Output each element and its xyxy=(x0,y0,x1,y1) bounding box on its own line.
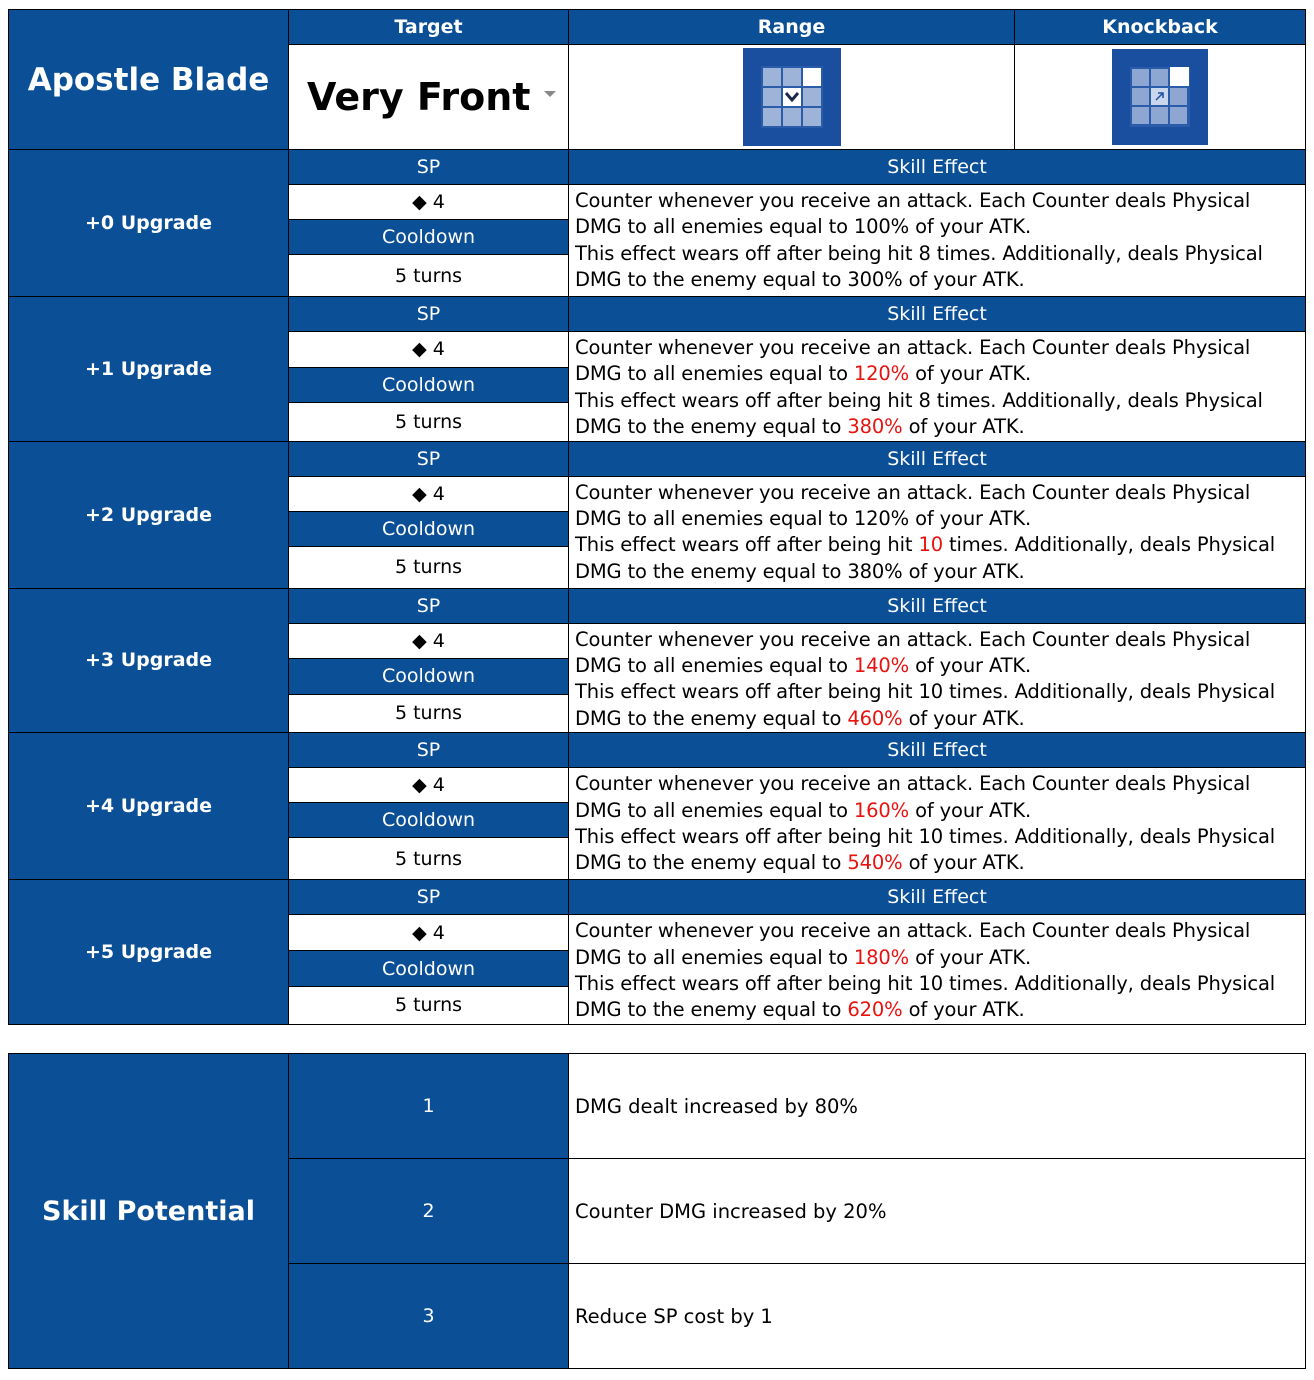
potential-description: DMG dealt increased by 80% xyxy=(569,1054,1306,1159)
skill-effect-label: Skill Effect xyxy=(569,441,1306,476)
grid-3x3-knockback-arrow-icon xyxy=(1112,49,1208,145)
potential-number: 2 xyxy=(289,1159,569,1264)
skill-effect-label: Skill Effect xyxy=(569,297,1306,332)
skill-effect-label: Skill Effect xyxy=(569,588,1306,623)
sp-value: ◆ 4 xyxy=(289,476,569,511)
upgrade-label: +0 Upgrade xyxy=(9,150,289,297)
sp-value: ◆ 4 xyxy=(289,915,569,951)
sp-label: SP xyxy=(289,441,569,476)
knockback-header: Knockback xyxy=(1015,10,1306,45)
target-dropdown[interactable] xyxy=(289,45,569,150)
range-cell xyxy=(569,45,1015,150)
skill-potential-table xyxy=(8,1053,1306,1369)
cooldown-value: 5 turns xyxy=(289,255,569,297)
cooldown-value: 5 turns xyxy=(289,986,569,1024)
potential-description: Reduce SP cost by 1 xyxy=(569,1264,1306,1369)
skill-name: Apostle Blade xyxy=(9,10,289,150)
upgrade-label: +3 Upgrade xyxy=(9,588,289,733)
skill-effect-text: Counter whenever you receive an attack. Each Counter deals Physical DMG to all enemies equal to 100% of your ATK. This effect wears off after being hit 8 times. Additionally, deals Physical DMG to the enemy equal to 300% of your ATK. xyxy=(569,185,1306,297)
sp-label: SP xyxy=(289,733,569,768)
upgrade-label: +2 Upgrade xyxy=(9,441,289,588)
cooldown-label: Cooldown xyxy=(289,951,569,987)
target-value: Very Front xyxy=(307,75,531,119)
cooldown-value: 5 turns xyxy=(289,403,569,442)
skill-effect-text: Counter whenever you receive an attack. Each Counter deals Physical DMG to all enemies equal to 120% of your ATK. This effect wears off after being hit 10 times. Additionally, deals Physical DMG to the enemy equal to 380% of your ATK. xyxy=(569,476,1306,588)
skill-effect-text: Counter whenever you receive an attack. Each Counter deals Physical DMG to all enemies equal to 120% of your ATK. This effect wears off after being hit 8 times. Additionally, deals Physical DMG to the enemy equal to 380% of your ATK. xyxy=(569,332,1306,442)
sp-label: SP xyxy=(289,880,569,915)
skill-table xyxy=(8,9,1306,1025)
diamond-icon: ◆ xyxy=(412,191,427,213)
cooldown-value: 5 turns xyxy=(289,838,569,880)
diamond-icon: ◆ xyxy=(412,338,427,361)
diamond-icon: ◆ xyxy=(412,482,427,505)
sp-value: ◆ 4 xyxy=(289,623,569,659)
sp-label: SP xyxy=(289,588,569,623)
sp-value: ◆ 4 xyxy=(289,768,569,803)
cooldown-label: Cooldown xyxy=(289,659,569,695)
skill-effect-label: Skill Effect xyxy=(569,733,1306,768)
cooldown-label: Cooldown xyxy=(289,511,569,546)
diamond-icon: ◆ xyxy=(412,629,427,652)
sp-value: ◆ 4 xyxy=(289,332,569,368)
skill-effect-label: Skill Effect xyxy=(569,150,1306,185)
sp-label: SP xyxy=(289,150,569,185)
potential-number: 1 xyxy=(289,1054,569,1159)
skill-effect-label: Skill Effect xyxy=(569,880,1306,915)
potential-number: 3 xyxy=(289,1264,569,1369)
cooldown-label: Cooldown xyxy=(289,803,569,838)
range-header: Range xyxy=(569,10,1015,45)
skill-effect-text: Counter whenever you receive an attack. Each Counter deals Physical DMG to all enemies equal to 180% of your ATK. This effect wears off after being hit 10 times. Additionally, deals Physical DMG to the enemy equal to 620% of your ATK. xyxy=(569,915,1306,1025)
cooldown-label: Cooldown xyxy=(289,367,569,403)
knockback-cell xyxy=(1015,45,1306,150)
grid-3x3-target-icon xyxy=(743,48,841,146)
cooldown-value: 5 turns xyxy=(289,694,569,733)
upgrade-label: +1 Upgrade xyxy=(9,297,289,442)
diamond-icon: ◆ xyxy=(412,921,427,944)
cooldown-label: Cooldown xyxy=(289,220,569,255)
target-header: Target xyxy=(289,10,569,45)
upgrade-label: +5 Upgrade xyxy=(9,880,289,1025)
diamond-icon: ◆ xyxy=(412,774,427,797)
sp-label: SP xyxy=(289,297,569,332)
sp-value: ◆ 4 xyxy=(289,185,569,220)
dropdown-caret-icon[interactable] xyxy=(544,91,556,97)
upgrade-label: +4 Upgrade xyxy=(9,733,289,880)
potential-description: Counter DMG increased by 20% xyxy=(569,1159,1306,1264)
skill-potential-title: Skill Potential xyxy=(9,1054,289,1369)
skill-effect-text: Counter whenever you receive an attack. Each Counter deals Physical DMG to all enemies equal to 140% of your ATK. This effect wears off after being hit 10 times. Additionally, deals Physical DMG to the enemy equal to 460% of your ATK. xyxy=(569,623,1306,733)
cooldown-value: 5 turns xyxy=(289,546,569,588)
skill-effect-text: Counter whenever you receive an attack. Each Counter deals Physical DMG to all enemies equal to 160% of your ATK. This effect wears off after being hit 10 times. Additionally, deals Physical DMG to the enemy equal to 540% of your ATK. xyxy=(569,768,1306,880)
